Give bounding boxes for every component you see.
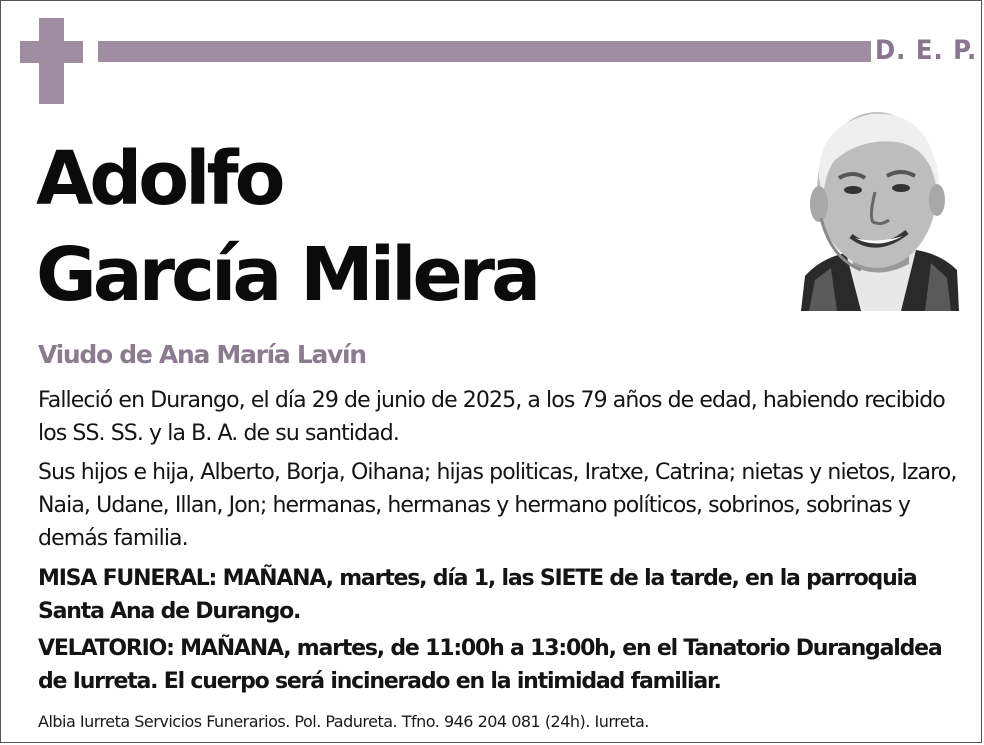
portrait-photo bbox=[801, 108, 959, 311]
funeral-mass-paragraph: MISA FUNERAL: MAÑANA, martes, día 1, las SIETE de la tarde, en la parroquia Santa Ana de Durango. bbox=[38, 566, 917, 624]
wake-paragraph: VELATORIO: MAÑANA, martes, de 11:00h a 13:00h, en el Tanatorio Durangaldea de Iurreta. El cuerpo será incinerado en la intimidad familiar. bbox=[38, 636, 942, 694]
dep-badge: D. E. P. bbox=[875, 35, 978, 66]
death-notice-paragraph: Falleció en Durango, el día 29 de junio de 2025, a los 79 años de edad, habiendo recibido los SS. SS. y la B. A. de su santidad. bbox=[38, 388, 945, 446]
family-paragraph: Sus hijos e hija, Alberto, Borja, Oihana; hijas politicas, Iratxe, Catrina; nietas y nietos, Izaro, Naia, Udane, Illan, Jon; hermanas, hermanas y hermano políticos, sobrinos, sobrinas y demás familia. bbox=[38, 460, 957, 551]
last-names: García Milera bbox=[36, 232, 538, 318]
deceased-name bbox=[36, 131, 537, 323]
widow-subtitle: Viudo de Ana María Lavín bbox=[38, 340, 366, 369]
cross-horizontal-bar bbox=[20, 41, 83, 63]
first-name: Adolfo bbox=[36, 136, 282, 222]
header-divider-bar bbox=[98, 41, 871, 62]
funeral-home-footer: Albia Iurreta Servicios Funerarios. Pol. Padureta. Tfno. 946 204 081 (24h). Iurreta. bbox=[38, 712, 649, 731]
